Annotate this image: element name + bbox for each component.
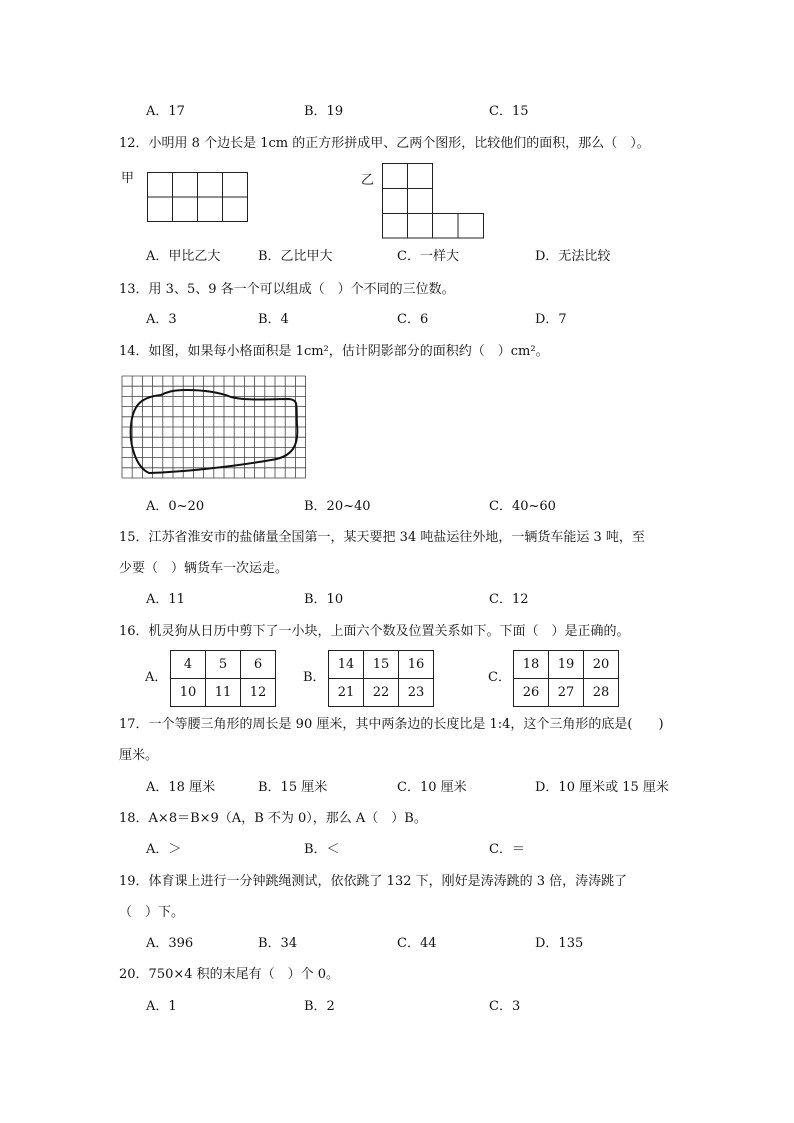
q11-option-c: C．15 [489,104,529,119]
q12-option-b: B．乙比甲大 [258,249,333,264]
q13-option-a: A．3 [146,312,177,327]
calendar-cell: 10 [171,679,206,707]
q17-option-d: D．10 厘米或 15 厘米 [535,780,669,795]
calendar-cell: 18 [514,651,549,679]
q14-option-a: A．0~20 [146,499,205,514]
calendar-cell: 26 [514,679,549,707]
calendar-cell: 4 [171,651,206,679]
q14-question: 14．如图，如果每小格面积是 1cm²，估计阴影部分的面积约（ ）cm²。 [119,344,549,359]
q15-question-line2: 少要（ ）辆货车一次运走。 [119,561,289,576]
calendar-cell: 27 [549,679,584,707]
q18-option-a: A．＞ [146,842,182,857]
q11-option-a: A．17 [146,104,185,119]
q13-option-d: D．7 [535,312,567,327]
q20-question: 20．750×4 积的末尾有（ ）个 0。 [119,967,340,982]
q20-option-b: B．2 [304,999,335,1014]
q12-question: 12．小明用 8 个边长是 1cm 的正方形拼成甲、乙两个图形，比较他们的面积，那么（ ）。 [119,136,650,151]
q19-option-c: C．44 [397,936,437,951]
q20-option-c: C．3 [489,999,521,1014]
q19-option-a: A．396 [146,936,194,951]
q15-question-line1: 15．江苏省淮安市的盐储量全国第一，某天要把 34 吨盐运往外地，一辆货车能运 3 吨，至 [119,530,645,545]
q18-option-b: B．＜ [304,842,340,857]
q17-option-b: B．15 厘米 [258,780,328,795]
q19-option-d: D．135 [535,936,584,951]
calendar-cell: 5 [206,651,241,679]
figure-a-label: 甲 [121,171,135,186]
calendar-cell: 16 [399,651,434,679]
calendar-cell: 12 [241,679,276,707]
q12-option-c: C．一样大 [397,249,459,264]
q19-option-b: B．34 [258,936,298,951]
calendar-cell: 20 [584,651,619,679]
q19-question-line2: （ ）下。 [119,905,185,920]
q15-option-a: A．11 [146,592,185,607]
q14-option-b: B．20~40 [304,499,371,514]
calendar-block-b [328,650,434,707]
calendar-row [514,651,619,679]
q16-choice-a-label: A． [145,670,168,685]
q18-question: 18．A×8＝B×9（A，B 不为 0），那么 A（ ）B。 [119,811,427,826]
q11-option-b: B．19 [304,104,344,119]
q19-question-line1: 19．体育课上进行一分钟跳绳测试，依依跳了 132 下，刚好是涛涛跳的 3 倍，涛涛跳了 [119,874,628,889]
q17-question-line1: 17．一个等腰三角形的周长是 90 厘米，其中两条边的长度比是 1:4，这个三角形的底是( ) [119,717,664,732]
q18-option-c: C．＝ [489,842,525,857]
q16-choice-b-label: B． [303,670,326,685]
calendar-row [514,679,619,707]
q16-question: 16．机灵狗从日历中剪下了一小块，上面六个数及位置关系如下。下面（ ）是正确的。 [119,624,630,639]
calendar-row [171,679,276,707]
q20-option-a: A．1 [146,999,177,1014]
calendar-cell: 6 [241,651,276,679]
q14-option-c: C．40~60 [489,499,556,514]
q12-option-a: A．甲比乙大 [146,249,221,264]
figure-b-label: 乙 [361,173,375,188]
q17-question-line2: 厘米。 [119,748,159,763]
calendar-cell: 28 [584,679,619,707]
calendar-block-c [513,650,619,707]
q13-option-b: B．4 [258,312,289,327]
q15-option-b: B．10 [304,592,344,607]
calendar-cell: 19 [549,651,584,679]
calendar-row [329,651,434,679]
q12-option-d: D．无法比较 [535,249,611,264]
calendar-cell: 23 [399,679,434,707]
q13-option-c: C．6 [397,312,429,327]
calendar-block-a [170,650,276,707]
calendar-row [329,679,434,707]
figure-a-squares [147,172,249,223]
q15-option-c: C．12 [489,592,529,607]
calendar-cell: 21 [329,679,364,707]
q16-choice-c-label: C． [488,670,511,685]
calendar-cell: 22 [364,679,399,707]
q14-grid-figure [121,375,307,483]
q17-option-c: C．10 厘米 [397,780,467,795]
calendar-cell: 15 [364,651,399,679]
calendar-cell: 11 [206,679,241,707]
calendar-row [171,651,276,679]
calendar-cell: 14 [329,651,364,679]
figure-b-squares [382,163,485,239]
q13-question: 13．用 3、5、9 各一个可以组成（ ）个不同的三位数。 [119,282,455,297]
q17-option-a: A．18 厘米 [146,780,216,795]
